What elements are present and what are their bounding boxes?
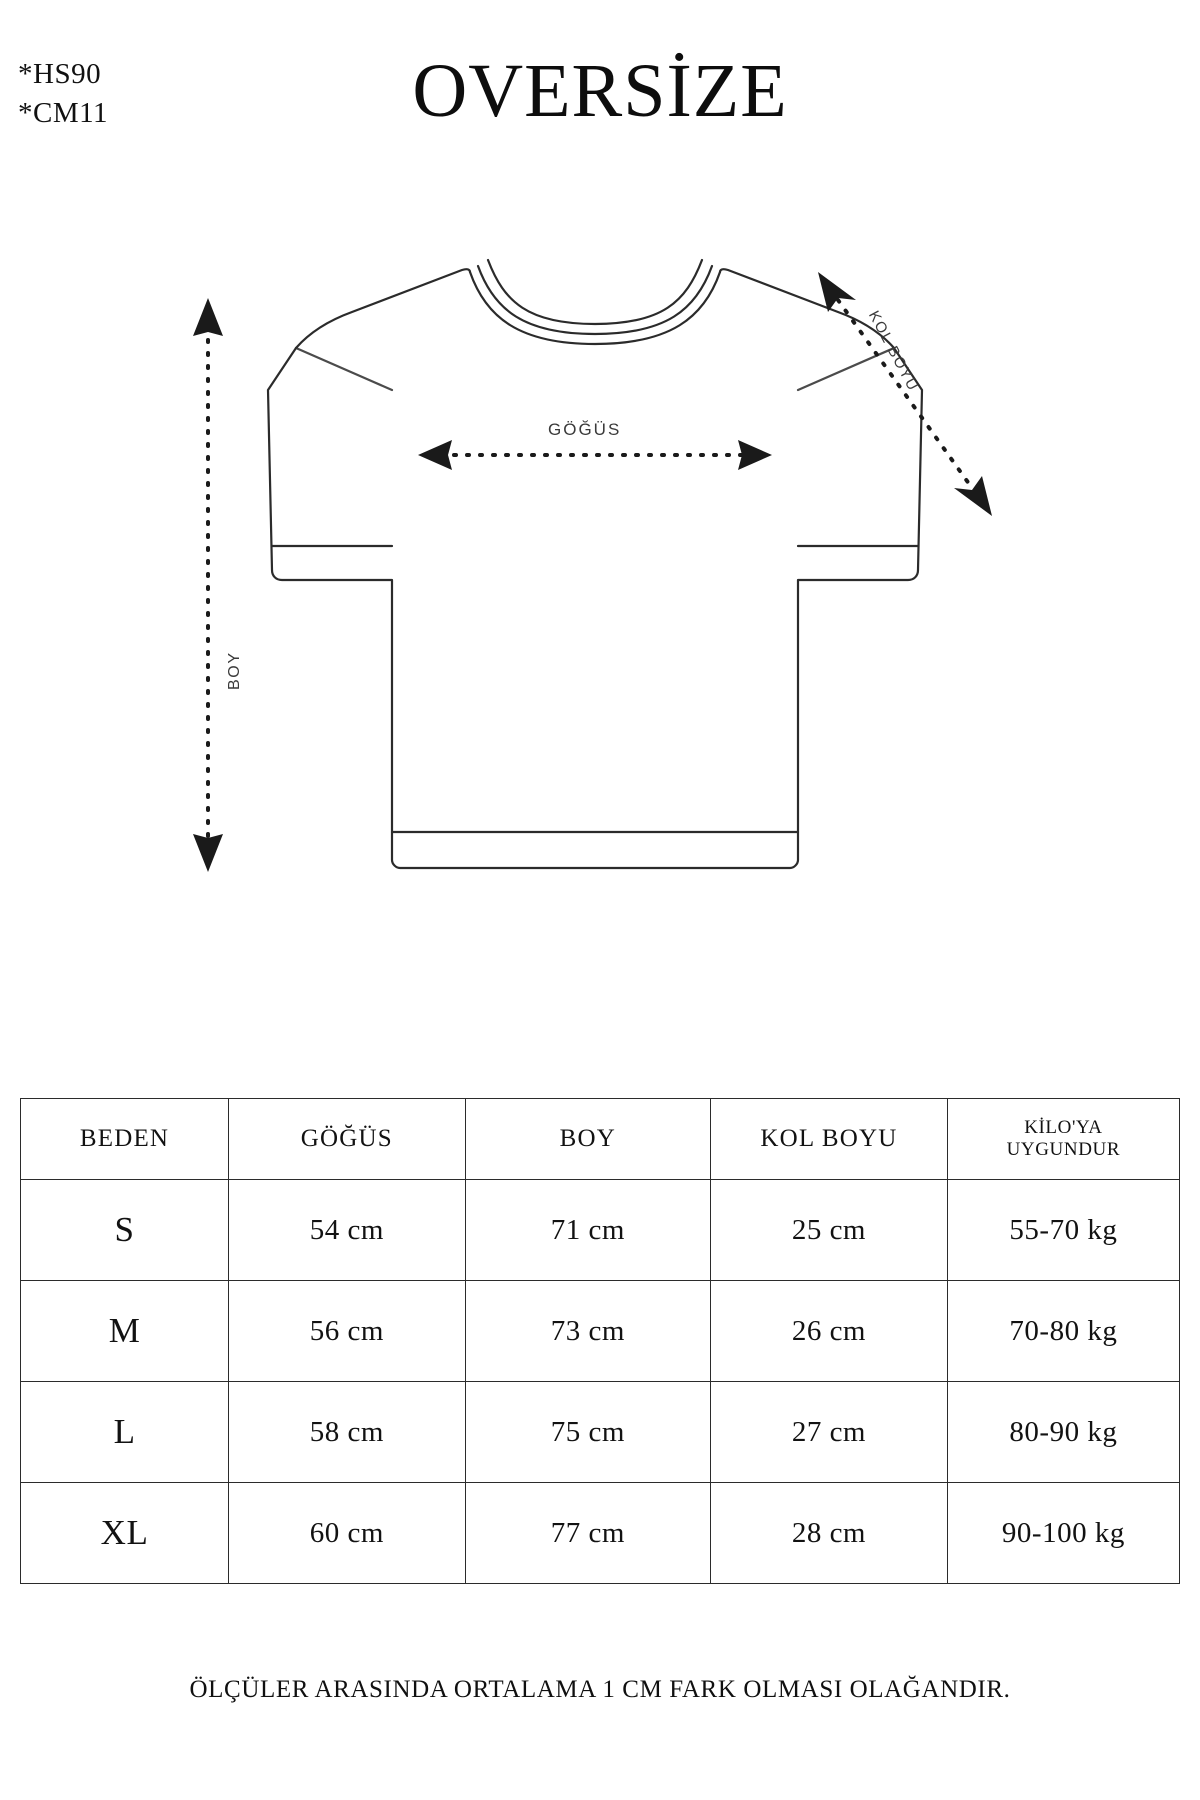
column-header-kilo-line-1: KİLO'YA <box>1024 1117 1103 1139</box>
tshirt-illustration-svg <box>0 240 1200 1000</box>
cell-beden: XL <box>21 1483 229 1584</box>
cell-boy: 75 cm <box>465 1382 710 1483</box>
cell-boy: 71 cm <box>465 1180 710 1281</box>
size-table <box>20 1098 1180 1584</box>
cell-gogus: 54 cm <box>229 1180 466 1281</box>
sleeve-measure-arrow <box>818 272 992 516</box>
page-title: OVERSİZE <box>412 49 788 133</box>
cell-kol-boyu: 25 cm <box>711 1180 948 1281</box>
length-measure-arrow <box>193 298 223 872</box>
product-code-line-2: *CM11 <box>18 96 109 129</box>
cell-boy: 77 cm <box>465 1483 710 1584</box>
cell-kol-boyu: 28 cm <box>711 1483 948 1584</box>
cell-kilo: 80-90 kg <box>947 1382 1179 1483</box>
size-table-container <box>20 1098 1180 1584</box>
size-table-head <box>21 1099 1180 1180</box>
tshirt-diagram <box>0 240 1200 1000</box>
cell-kol-boyu: 27 cm <box>711 1382 948 1483</box>
cell-gogus: 60 cm <box>229 1483 466 1584</box>
length-label: BOY <box>226 651 243 690</box>
table-header-row <box>21 1099 1180 1180</box>
cell-kilo: 90-100 kg <box>947 1483 1179 1584</box>
chest-measure-arrow <box>418 440 772 470</box>
size-table-body <box>21 1180 1180 1584</box>
table-row <box>21 1180 1180 1281</box>
table-row <box>21 1382 1180 1483</box>
cell-beden: M <box>21 1281 229 1382</box>
column-header-kol-boyu: KOL BOYU <box>711 1099 948 1180</box>
cell-beden: S <box>21 1180 229 1281</box>
table-row <box>21 1483 1180 1584</box>
chest-label: GÖĞÜS <box>548 420 622 439</box>
cell-kol-boyu: 26 cm <box>711 1281 948 1382</box>
table-row <box>21 1281 1180 1382</box>
cell-gogus: 58 cm <box>229 1382 466 1483</box>
column-header-gogus: GÖĞÜS <box>229 1099 466 1180</box>
column-header-boy: BOY <box>465 1099 710 1180</box>
cell-beden: L <box>21 1382 229 1483</box>
product-code-line-1: *HS90 <box>18 58 102 90</box>
sleeve-label: KOL BOYU <box>864 308 922 395</box>
cell-kilo: 70-80 kg <box>947 1281 1179 1382</box>
column-header-kilo-line-2: UYGUNDUR <box>1006 1139 1121 1160</box>
cell-boy: 73 cm <box>465 1281 710 1382</box>
column-header-kilo <box>947 1099 1179 1180</box>
column-header-beden: BEDEN <box>21 1099 229 1180</box>
footnote-text: ÖLÇÜLER ARASINDA ORTALAMA 1 CM FARK OLMASI OLAĞANDIR. <box>189 1676 1011 1703</box>
cell-kilo: 55-70 kg <box>947 1180 1179 1281</box>
cell-gogus: 56 cm <box>229 1281 466 1382</box>
